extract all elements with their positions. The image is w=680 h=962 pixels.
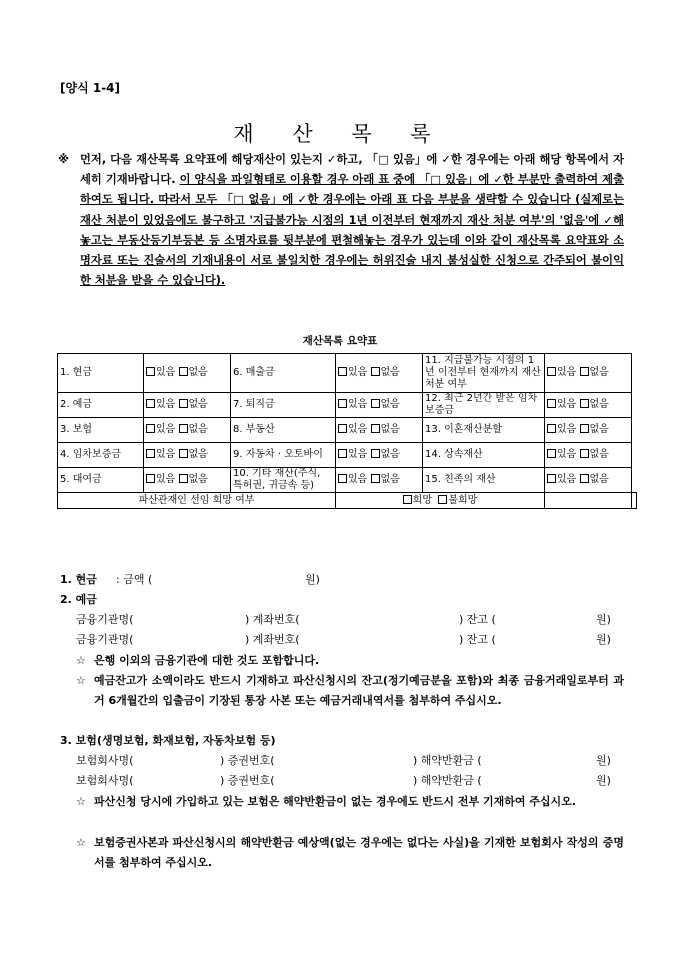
yes-label: 있음 bbox=[557, 449, 577, 460]
yes-no-checkboxes bbox=[545, 354, 632, 393]
star-icon: ☆ bbox=[76, 795, 86, 808]
yes-label: 있음 bbox=[557, 424, 577, 435]
no-label: 없음 bbox=[380, 424, 400, 435]
summary-item-label: 9. 자동차 · 오토바이 bbox=[231, 443, 336, 468]
bank-name-label: 금융기관명( bbox=[76, 633, 134, 646]
yes-no-checkboxes bbox=[336, 418, 423, 443]
no-label: 없음 bbox=[188, 424, 208, 435]
yes-no-checkboxes bbox=[336, 468, 423, 493]
checkbox-no[interactable] bbox=[179, 449, 188, 458]
checkbox-yes[interactable] bbox=[547, 474, 556, 483]
checkbox-yes[interactable] bbox=[547, 367, 556, 376]
summary-item-label: 6. 매출금 bbox=[231, 354, 336, 393]
yes-label: 있음 bbox=[348, 399, 368, 410]
checkbox-no[interactable] bbox=[179, 424, 188, 433]
no-label: 없음 bbox=[380, 474, 400, 485]
checkbox-no[interactable] bbox=[580, 399, 589, 408]
yes-no-checkboxes bbox=[336, 443, 423, 468]
yes-no-checkboxes bbox=[336, 393, 423, 418]
star-icon: ☆ bbox=[76, 836, 86, 849]
yes-label: 있음 bbox=[348, 474, 368, 485]
yes-no-checkboxes bbox=[144, 468, 231, 493]
checkbox-yes[interactable] bbox=[547, 449, 556, 458]
checkbox-no[interactable] bbox=[371, 474, 380, 483]
trustee-options bbox=[336, 493, 545, 509]
yes-no-checkboxes bbox=[144, 443, 231, 468]
checkbox-no-hope[interactable] bbox=[438, 495, 447, 504]
yes-label: 있음 bbox=[156, 449, 176, 460]
bank-name-label: 금융기관명( bbox=[76, 613, 134, 626]
checkbox-no[interactable] bbox=[179, 399, 188, 408]
checkbox-yes[interactable] bbox=[146, 367, 155, 376]
no-hope-label: 불희망 bbox=[448, 494, 478, 506]
summary-item-label: 11. 지급불가능 시점의 1년 이전부터 현재까지 재산 처분 여부 bbox=[423, 354, 545, 393]
refund-label: ) 해약반환금 ( bbox=[413, 754, 482, 767]
no-label: 없음 bbox=[380, 399, 400, 410]
balance-label: ) 잔고 ( bbox=[459, 633, 496, 646]
page-title: 재 산 목 록 bbox=[233, 122, 447, 146]
yes-label: 있음 bbox=[156, 474, 176, 485]
cash-heading: 1. 현금 bbox=[60, 573, 97, 586]
cash-label: : 금액 ( bbox=[116, 573, 153, 586]
insurance-note-1: ☆ 파산신청 당시에 가입하고 있는 보험은 해약반환금이 없는 경우에도 반드시 전부 기재하여 주십시오. bbox=[76, 792, 624, 812]
no-label: 없음 bbox=[188, 474, 208, 485]
checkbox-yes[interactable] bbox=[338, 399, 347, 408]
checkbox-hope[interactable] bbox=[403, 495, 412, 504]
checkbox-yes[interactable] bbox=[146, 424, 155, 433]
no-label: 없음 bbox=[188, 449, 208, 460]
form-code: [양식 1-4] bbox=[60, 81, 121, 95]
checkbox-no[interactable] bbox=[371, 399, 380, 408]
yes-label: 있음 bbox=[348, 449, 368, 460]
insurance-note-2: ☆ 보험증권사본과 파산신청시의 해약반환금 예상액(없는 경우에는 없다는 사실)을 기재한 보험회사 작성의 증명서를 첨부하여 주십시오. bbox=[76, 833, 624, 873]
deposit-note-2: ☆ 예금잔고가 소액이라도 반드시 기재하고 파산신청시의 잔고(정기예금분을 포함)와 최종 금융거래일로부터 과거 6개월간의 입출금이 기장된 통장 사본 또는 예금거래내역서를 첨부하여 주십시오. bbox=[76, 671, 624, 711]
yes-no-checkboxes bbox=[144, 354, 231, 393]
checkbox-no[interactable] bbox=[371, 367, 380, 376]
summary-title: 재산목록 요약표 bbox=[302, 335, 378, 347]
checkbox-no[interactable] bbox=[580, 424, 589, 433]
checkbox-no[interactable] bbox=[580, 449, 589, 458]
summary-item-label: 7. 퇴직금 bbox=[231, 393, 336, 418]
yes-no-checkboxes bbox=[144, 418, 231, 443]
checkbox-yes[interactable] bbox=[146, 449, 155, 458]
checkbox-no[interactable] bbox=[371, 449, 380, 458]
checkbox-no[interactable] bbox=[580, 367, 589, 376]
yes-label: 있음 bbox=[557, 474, 577, 485]
yes-no-checkboxes bbox=[545, 393, 632, 418]
reference-mark: ※ bbox=[58, 153, 69, 166]
checkbox-yes[interactable] bbox=[547, 399, 556, 408]
yes-no-checkboxes bbox=[545, 418, 632, 443]
notice-text: 먼저, 다음 재산목록 요약표에 해당재산이 있는지 ✓하고, 「□ 있음」에 ✓한 경우에는 아래 해당 항목에서 자세히 기재바랍니다. bbox=[80, 153, 624, 187]
notice-underlined-text: 이 양식을 파일형태로 이용할 경우 아래 표 중에 「□ 있음」에 ✓한 부분만 출력하여 제출하여도 됩니다. 따라서 모두 「□ 없음」에 ✓한 경우에는 아래 표 다음 부분을 생략할 수 있습니다 (실제로는 재산 처분이 있었음에도 불구하고 '지급불가능 시점의 1년 이전부터 현재까지 재산 처분 여부'의 '없음'에 ✓해놓고는 부동산등기부등본 등 소명자료를 뒷부분에 편철해놓는 경우가 있는데 이와 같이 재산목록 요약표와 소명자료 또는 진술서의 기재내용이 서로 불일치한 경우에는 허위진술 내지 불성실한 신청으로 간주되어 불이익한 처분을 받을 수 있습니다). bbox=[80, 173, 625, 288]
deposit-note-1: ☆ 은행 이외의 금융기관에 대한 것도 포함합니다. bbox=[76, 651, 624, 671]
empty-cell bbox=[545, 493, 632, 509]
checkbox-no[interactable] bbox=[179, 474, 188, 483]
no-label: 없음 bbox=[589, 424, 609, 435]
no-label: 없음 bbox=[589, 367, 609, 378]
insurance-heading: 3. 보험(생명보험, 화재보험, 자동차보험 등) bbox=[60, 734, 276, 747]
yes-label: 있음 bbox=[156, 424, 176, 435]
summary-item-label: 8. 부동산 bbox=[231, 418, 336, 443]
summary-item-label: 1. 현금 bbox=[58, 354, 144, 393]
checkbox-yes[interactable] bbox=[547, 424, 556, 433]
no-label: 없음 bbox=[188, 367, 208, 378]
summary-item-label: 15. 친족의 재산 bbox=[423, 468, 545, 493]
yes-no-checkboxes bbox=[545, 443, 632, 468]
hope-label: 희망 bbox=[412, 494, 432, 506]
no-label: 없음 bbox=[188, 399, 208, 410]
no-label: 없음 bbox=[589, 449, 609, 460]
refund-unit: 원) bbox=[596, 774, 611, 787]
cash-unit: 원) bbox=[305, 573, 320, 586]
insurer-name-label: 보험회사명( bbox=[76, 774, 134, 787]
no-label: 없음 bbox=[380, 367, 400, 378]
refund-label: ) 해약반환금 ( bbox=[413, 774, 482, 787]
no-label: 없음 bbox=[589, 399, 609, 410]
checkbox-no[interactable] bbox=[580, 474, 589, 483]
yes-label: 있음 bbox=[557, 399, 577, 410]
summary-item-label: 10. 기타 재산(주식, 특허권, 귀금속 등) bbox=[231, 468, 336, 493]
policy-number-label: ) 증권번호( bbox=[220, 754, 275, 767]
yes-label: 있음 bbox=[156, 367, 176, 378]
policy-number-label: ) 증권번호( bbox=[220, 774, 275, 787]
yes-no-checkboxes bbox=[336, 354, 423, 393]
checkbox-no[interactable] bbox=[179, 367, 188, 376]
deposit-heading: 2. 예금 bbox=[60, 593, 97, 606]
yes-no-checkboxes bbox=[545, 468, 632, 493]
summary-item-label: 5. 대여금 bbox=[58, 468, 144, 493]
yes-label: 있음 bbox=[156, 399, 176, 410]
insurer-name-label: 보험회사명( bbox=[76, 754, 134, 767]
empty-cell bbox=[632, 493, 637, 509]
star-icon: ☆ bbox=[76, 674, 86, 687]
account-number-label: ) 계좌번호( bbox=[245, 633, 300, 646]
checkbox-yes[interactable] bbox=[146, 399, 155, 408]
summary-item-label: 13. 이혼재산분할 bbox=[423, 418, 545, 443]
checkbox-yes[interactable] bbox=[338, 367, 347, 376]
notice bbox=[58, 150, 624, 291]
summary-item-label: 2. 예금 bbox=[58, 393, 144, 418]
balance-unit: 원) bbox=[596, 633, 611, 646]
summary-table bbox=[57, 353, 637, 509]
checkbox-yes[interactable] bbox=[338, 424, 347, 433]
checkbox-yes[interactable] bbox=[338, 449, 347, 458]
no-label: 없음 bbox=[589, 474, 609, 485]
account-number-label: ) 계좌번호( bbox=[245, 613, 300, 626]
checkbox-yes[interactable] bbox=[146, 474, 155, 483]
balance-label: ) 잔고 ( bbox=[459, 613, 496, 626]
star-icon: ☆ bbox=[76, 654, 86, 667]
refund-unit: 원) bbox=[596, 754, 611, 767]
balance-unit: 원) bbox=[596, 613, 611, 626]
summary-item-label: 4. 임차보증금 bbox=[58, 443, 144, 468]
no-label: 없음 bbox=[380, 449, 400, 460]
checkbox-no[interactable] bbox=[371, 424, 380, 433]
summary-item-label: 3. 보험 bbox=[58, 418, 144, 443]
yes-label: 있음 bbox=[557, 367, 577, 378]
trustee-label: 파산관재인 선임 희망 여부 bbox=[58, 493, 336, 509]
summary-item-label: 14. 상속재산 bbox=[423, 443, 545, 468]
yes-no-checkboxes bbox=[144, 393, 231, 418]
checkbox-yes[interactable] bbox=[338, 474, 347, 483]
yes-label: 있음 bbox=[348, 424, 368, 435]
yes-label: 있음 bbox=[348, 367, 368, 378]
summary-item-label: 12. 최근 2년간 받은 임차보증금 bbox=[423, 393, 545, 418]
